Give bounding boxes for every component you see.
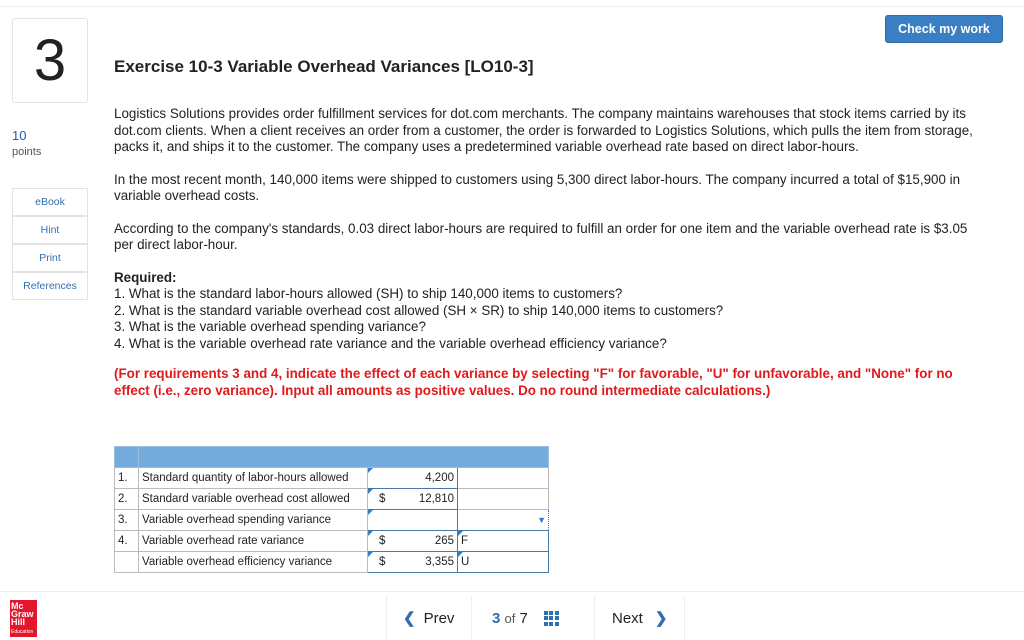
- answer-table: [114, 446, 549, 573]
- required-label: Required:: [114, 269, 177, 285]
- chevron-down-icon: ▼: [537, 515, 546, 525]
- hint-button[interactable]: Hint: [12, 216, 88, 244]
- chevron-right-icon: ❯: [654, 610, 668, 627]
- effect-input[interactable]: F: [458, 531, 549, 552]
- question-number: 3: [12, 18, 88, 103]
- table-header: [115, 447, 549, 468]
- exercise-title: Exercise 10-3 Variable Overhead Variances [LO10-3]: [114, 57, 534, 76]
- table-row: Variable overhead efficiency variance $ 3,355 U: [115, 552, 549, 573]
- table-row: 2. Standard variable overhead cost allowed $ 12,810: [115, 489, 549, 510]
- answer-input[interactable]: [368, 510, 458, 531]
- answer-input[interactable]: 4,200: [368, 468, 458, 489]
- instructions: (For requirements 3 and 4, indicate the effect of each variance by selecting "F" for favorable, "U" for unfavorable, and "None" for no effect (i.e., zero variance). Input all amounts as positive values. Do no round intermediate calculations.): [114, 366, 953, 398]
- table-row: 4. Variable overhead rate variance $ 265 F: [115, 531, 549, 552]
- effect-input[interactable]: U: [458, 552, 549, 573]
- paragraph: Logistics Solutions provides order fulfillment services for dot.com merchants. The company maintains warehouses that stock items carried by its dot.com clients. When a client receives an order from a customer, the order is forwarded to Logistics Solutions, which pulls the item from storage, packs it, and ships it to the customer. The company uses a predetermined variable overhead rate based on direct labor-hours.: [114, 106, 973, 154]
- question-body: [114, 106, 974, 399]
- answer-input[interactable]: $ 12,810: [368, 489, 458, 510]
- effect-select[interactable]: [458, 510, 549, 531]
- prev-button[interactable]: ❮ Prev: [403, 609, 455, 627]
- references-button[interactable]: References: [12, 272, 88, 300]
- paragraph: In the most recent month, 140,000 items were shipped to customers using 5,300 direct labor-hours. The company incurred a total of $15,900 in variable overhead costs.: [114, 171, 961, 203]
- points-value: 10: [12, 128, 27, 143]
- table-row: 1. Standard quantity of labor-hours allowed 4,200: [115, 468, 549, 489]
- requirement: 4. What is the variable overhead rate variance and the variable overhead efficiency variance?: [114, 335, 667, 351]
- chevron-left-icon: ❮: [403, 610, 416, 627]
- page-indicator[interactable]: 3 of 7: [492, 596, 559, 640]
- check-my-work-button[interactable]: Check my work: [885, 15, 1003, 43]
- answer-input[interactable]: $ 265: [368, 531, 458, 552]
- mcgraw-hill-logo: Mc Graw Hill Education: [10, 600, 37, 637]
- requirement: 2. What is the standard variable overhead cost allowed (SH × SR) to ship 140,000 items to customers?: [114, 302, 724, 318]
- points-label: points: [12, 146, 42, 158]
- requirement: 3. What is the variable overhead spending variance?: [114, 319, 426, 334]
- ebook-button[interactable]: eBook: [12, 188, 88, 216]
- sidebar: [12, 188, 88, 300]
- requirement: 1. What is the standard labor-hours allowed (SH) to ship 140,000 items to customers?: [114, 286, 623, 301]
- table-row: 3. Variable overhead spending variance ▼: [115, 510, 549, 531]
- grid-icon[interactable]: [544, 611, 559, 626]
- print-button[interactable]: Print: [12, 244, 88, 272]
- next-button[interactable]: Next ❯: [612, 609, 668, 627]
- paragraph: According to the company's standards, 0.03 direct labor-hours are required to fulfill an order for one item and the variable overhead rate is $3.05 per direct labor-hour.: [114, 220, 968, 252]
- answer-input[interactable]: $ 3,355: [368, 552, 458, 573]
